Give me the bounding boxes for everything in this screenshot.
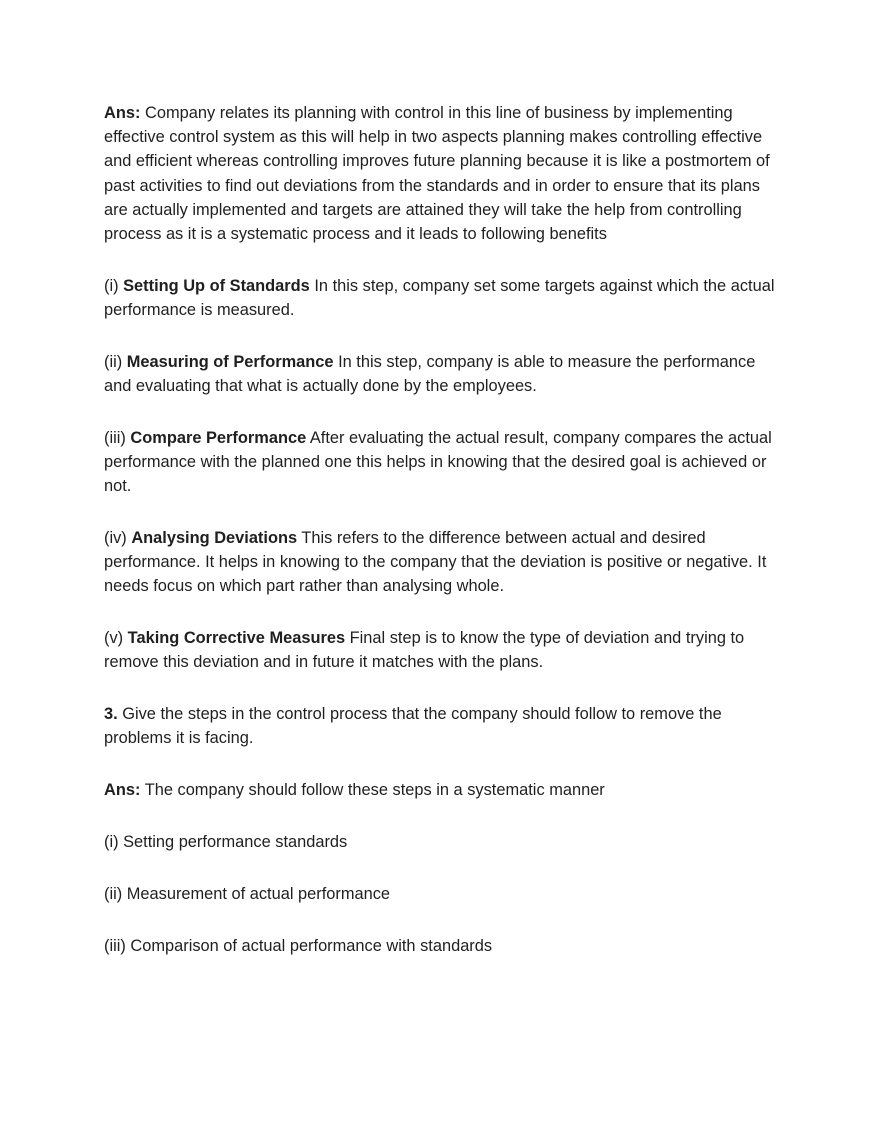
step-item: (ii) Measurement of actual performance (104, 884, 391, 903)
item-text: After evaluating the actual result, company compares the actual performance with the planned one this helps in knowing that the desired goal is achieved or not. (104, 428, 772, 496)
item-text: This refers to the difference between actual and desired performance. It helps in knowing to the company that the deviation is positive or negative. It needs focus on which part rather than analysing whole. (104, 529, 767, 596)
question-text: Give the steps in the control process that the company should follow to remove the problems it is facing. (104, 705, 722, 748)
benefit-item (104, 626, 780, 674)
answer-paragraph (104, 778, 780, 802)
answer-text: Company relates its planning with control in this line of business by implementing effective control system as this will help in two aspects planning makes controlling effective and efficient whereas controlling improves future planning because it is like a postmortem of past activities to find out deviations from the standards and in order to ensure that its plans are actually implemented and targets are attained they will take the help from controlling process as it is a systematic process and it leads to following benefits (104, 104, 770, 244)
answer-text: The company should follow these steps in a systematic manner (140, 781, 605, 800)
item-number: (ii) (104, 352, 127, 371)
item-number: (iii) (104, 428, 131, 447)
answer-label: Ans: (104, 104, 141, 122)
item-number: (iv) (104, 529, 132, 548)
document-page (104, 101, 780, 985)
question-number: 3. (104, 705, 118, 724)
item-number: (v) (104, 629, 128, 648)
item-heading: Analysing Deviations (131, 529, 298, 548)
item-heading: Compare Performance (130, 428, 307, 447)
item-heading: Taking Corrective Measures (127, 629, 346, 648)
benefit-item (104, 350, 780, 398)
benefit-item (104, 526, 780, 599)
answer-label: Ans: (104, 781, 141, 800)
item-text: Final step is to know the type of deviation and trying to remove this deviation and in future it matches with the plans. (104, 629, 745, 672)
item-text: In this step, company set some targets against which the actual performance is measured. (104, 276, 775, 320)
answer-paragraph (104, 101, 780, 246)
item-heading: Setting Up of Standards (123, 276, 310, 295)
step-item: (i) Setting performance standards (104, 833, 348, 852)
benefit-item (104, 274, 780, 322)
question-paragraph (104, 702, 780, 750)
item-text: In this step, company is able to measure the performance and evaluating that what is actually done by the employees. (104, 352, 756, 396)
item-number: (i) (104, 276, 124, 295)
step-item: (iii) Comparison of actual performance with standards (104, 936, 493, 955)
item-heading: Measuring of Performance (126, 352, 334, 371)
benefit-item (104, 426, 780, 499)
